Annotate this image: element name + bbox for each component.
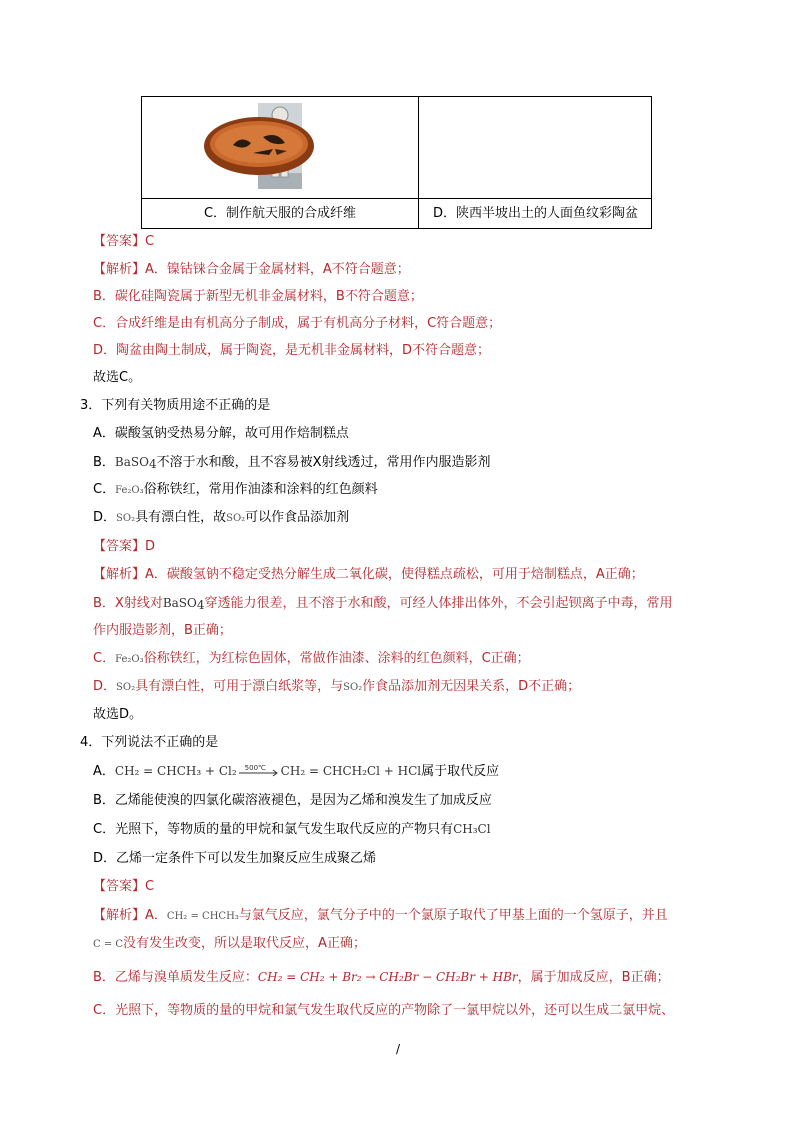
q4-option-d: D．乙烯一定条件下可以发生加聚反应生成聚乙烯 bbox=[93, 851, 377, 866]
q3-analysis-b-cont: 作内服造影剂，B正确； bbox=[93, 623, 232, 638]
q3-conclusion: 故选D。 bbox=[93, 707, 143, 722]
q3-option-a: A．碳酸氢钠受热易分解，故可用作焙制糕点 bbox=[93, 426, 349, 441]
q2-analysis-b: B．碳化硅陶瓷属于新型无机非金属材料，B不符合题意； bbox=[93, 289, 423, 304]
caption-option-c: C．制作航天服的合成纤维 bbox=[203, 206, 357, 221]
q3-analysis-c: C．Fe₂O₃俗称铁红，为红棕色固体，常做作油漆、涂料的红色颜料，C正确； bbox=[93, 651, 530, 666]
q4-stem: 4．下列说法不正确的是 bbox=[80, 735, 219, 750]
q3-answer: 【答案】D bbox=[93, 539, 156, 554]
q3-analysis-d: D．SO₂具有漂白性，可用于漂白纸浆等，与SO₂作食品添加剂无因果关系，D不正确； bbox=[93, 679, 581, 694]
q3-option-c: C．Fe₂O₃俗称铁红，常用作油漆和涂料的红色颜料 bbox=[93, 482, 378, 497]
q2-answer: 【答案】C bbox=[93, 234, 155, 249]
page-number: / bbox=[396, 1042, 401, 1056]
table-divider-horizontal bbox=[142, 198, 651, 199]
q4-option-a: A．CH₂ = CHCH₃ + Cl₂ 500℃ CH₂ = CHCH₂Cl + HCl属于取代反应 bbox=[93, 763, 500, 779]
q4-option-b: B．乙烯能使溴的四氯化碳溶液褪色，是因为乙烯和溴发生了加成反应 bbox=[93, 793, 492, 808]
painted-pottery-basin-image bbox=[203, 115, 315, 177]
arrow-right-icon bbox=[237, 765, 281, 779]
image-table bbox=[141, 96, 652, 229]
q4-analysis-b: B．乙烯与溴单质发生反应：CH₂ = CH₂ + Br₂ → CH₂Br − CH₂Br + HBr，属于加成反应，B正确； bbox=[93, 970, 670, 985]
q2-conclusion: 故选C。 bbox=[93, 370, 142, 385]
q3-analysis-b: B．X射线对BaSO4穿透能力很差，且不溶于水和酸，可经人体排出体外，不会引起钡离子中毒，常用 bbox=[93, 596, 673, 612]
q4-option-c: C．光照下，等物质的量的甲烷和氯气发生取代反应的产物只有CH₃Cl bbox=[93, 822, 491, 837]
q4-analysis-a-cont: C = C没有发生改变，所以是取代反应，A正确； bbox=[93, 936, 366, 951]
q3-analysis-a: 【解析】A．碳酸氢钠不稳定受热分解生成二氧化碳，使得糕点疏松，可用于焙制糕点，A正确； bbox=[93, 567, 644, 582]
caption-option-d: D．陕西半坡出土的人面鱼纹彩陶盆 bbox=[432, 206, 638, 221]
q4-analysis-c: C．光照下，等物质的量的甲烷和氯气发生取代反应的产物除了一氯甲烷以外，还可以生成二氯甲烷、 bbox=[93, 1003, 675, 1018]
q2-analysis-d: D．陶盆由陶土制成，属于陶瓷，是无机非金属材料，D不符合题意； bbox=[93, 343, 491, 358]
q4-answer: 【答案】C bbox=[93, 879, 155, 894]
q2-analysis-a: 【解析】A．镍钴铼合金属于金属材料，A不符合题意； bbox=[93, 262, 410, 277]
q3-option-d: D．SO₂具有漂白性，故SO₂可以作食品添加剂 bbox=[93, 510, 350, 525]
q3-option-b: B．BaSO4不溶于水和酸，且不容易被X射线透过，常用作内服造影剂 bbox=[93, 455, 491, 471]
q4-analysis-a: 【解析】A．CH₂ = CHCH₃与氯气反应，氯气分子中的一个氯原子取代了甲基上面的一个氢原子，并且 bbox=[93, 908, 668, 923]
q2-analysis-c: C．合成纤维是由有机高分子制成，属于有机高分子材料，C符合题意； bbox=[93, 316, 502, 331]
q3-stem: 3．下列有关物质用途不正确的是 bbox=[80, 398, 271, 413]
reaction-arrow: 500℃ bbox=[237, 765, 281, 779]
